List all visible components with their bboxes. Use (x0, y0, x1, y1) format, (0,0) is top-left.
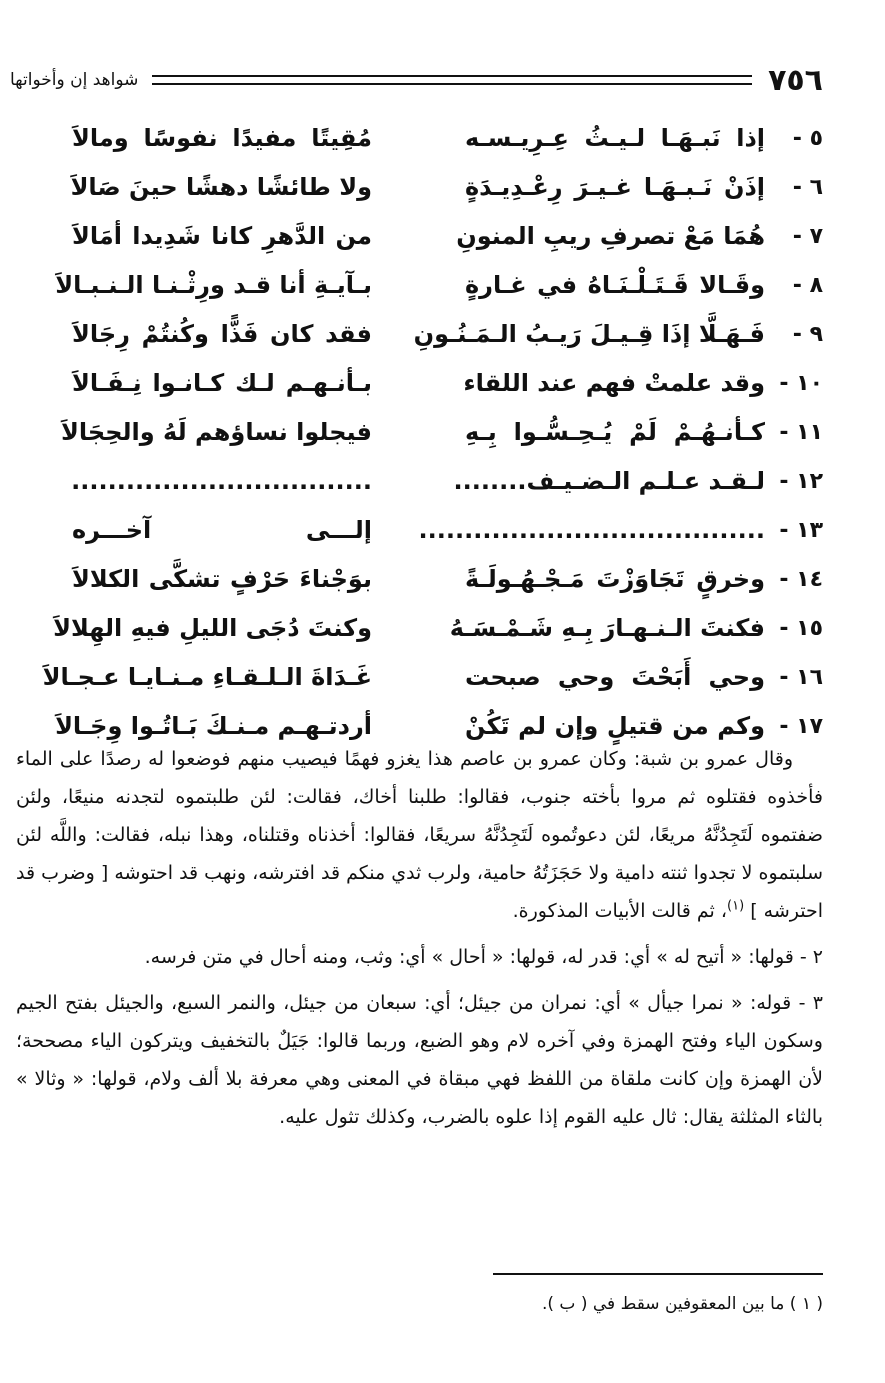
page-header (10, 60, 823, 100)
verse-second-hemistich: فقد كان فَذًّا وكُنتُمْ رِجَالاَ (72, 320, 372, 348)
verse-second-hemistich: فيجلوا نساؤهم لَهُ والحِجَالاَ (61, 418, 372, 446)
header-rule (152, 75, 752, 85)
verse-first-hemistich: لـقـد عـلـم الـضـيـف........ (453, 467, 765, 495)
verse-number: ٨ - (792, 273, 823, 298)
commentary-paragraph (16, 740, 823, 930)
note-paragraph: ٢ - قولها: « أتيح له » أي: قدر له، قولها: « أحال » أي: وثب، ومنه أحال في متن فرسه. (144, 946, 823, 968)
verse-number: ١٧ - (779, 714, 823, 739)
verse-second-hemistich: وكنتَ دُجَى الليلِ فيهِ الهِلالاَ (53, 614, 372, 642)
verse-row (42, 659, 823, 708)
verse-number: ٩ - (792, 322, 823, 347)
verse-second-hemistich: إلـــى آخـــره (72, 516, 372, 544)
verse-second-hemistich: بـآيـةِ أنا قـد ورِثْـنـا الـنـبـالاَ (55, 271, 372, 299)
verse-row (60, 365, 823, 414)
verse-number: ١١ - (779, 420, 823, 445)
paragraph-text-end: ، ثم قالت الأبيات المذكورة. (512, 900, 727, 922)
running-title: شواهد إن وأخواتها (10, 70, 139, 90)
verse-number: ١٥ - (779, 616, 823, 641)
footnote-divider (493, 1273, 823, 1275)
verse-first-hemistich: كـأنـهُـمْ لَمْ يُـحِـسُّـوا بِـهِ (465, 418, 765, 446)
verse-first-hemistich: وخرقٍ تَجَاوَزْتَ مَـجْـهُـولَـةً (465, 565, 765, 593)
footnote-reference: (١) (727, 898, 745, 914)
verse-number: ١٣ - (779, 518, 823, 543)
verse-first-hemistich: إذا نَبـهَـا لـيـثُ عِـرِيـسـه (465, 124, 765, 152)
verse-row (60, 316, 823, 365)
verse-first-hemistich: وقد علمتْ فهم عند اللقاء (463, 369, 765, 397)
verse-first-hemistich: هُمَا مَعْ تصرفِ ريبِ المنونِ (456, 222, 765, 250)
note-paragraph: ٣ - قوله: « نمرا جيأل » أي: نمران من جيئل؛ أي: سبعان من جيئل، والنمر السبع، والجيئل بفتح الجيم وسكون الياء وفتح الهمزة وفي آخره لام وهو الضبع، وربما قالوا: جَيَلٌ بالتخفيف ويتركون الياء مصححة؛ لأن الهمزة وإن كانت ملقاة من اللفظ فهي مبقاة في المعنى وهي معرفة بلا ألف ولام، قولها: « وثالا » بالثاء المثلثة يقال: ثال عليه القوم إذا علوه بالضرب، وكذلك تثول عليه. (16, 992, 823, 1128)
verse-second-hemistich: من الدَّهرِ كانا شَدِيدا أمَالاَ (72, 222, 372, 250)
verse-first-hemistich: إذَنْ نَـبـهَـا غـيـرَ رِعْـدِيـدَةٍ (465, 173, 765, 201)
verse-row (60, 561, 823, 610)
verse-number: ١٠ - (779, 371, 823, 396)
commentary-text (16, 740, 823, 1144)
verse-second-hemistich: غَـدَاةَ الـلـقـاءِ مـنـايـا عـجـالاَ (42, 663, 372, 691)
page-number: ٧٥٦ (768, 62, 823, 98)
verse-row (60, 120, 823, 169)
verse-row (55, 267, 823, 316)
footnote: ( ١ ) ما بين المعقوفين سقط في ( ب ). (541, 1294, 823, 1314)
verse-first-hemistich: فَـهَـلَّا إذَا قِـيـلَ رَيـبُ الـمَـنُـونِ (413, 320, 765, 348)
paragraph-text: وقال عمرو بن شبة: وكان عمرو بن عاصم هذا يغزو فهمًا فيصيب منهم فوضعوا له رصدًا على الماء فأخذوه فقتلوه ثم مروا بأخته جنوب، فقالوا: طلبنا أخاك، فقالت: لئن طلبتموه لتجدنه منيعًا، ولئن ضفتموه لَتَجِدُنَّهُ مريعًا، لئن دعوتُموه لَتَجِدُنَّهُ سريعًا، فقالوا: أخذناه وقتلناه، وهذا نبله، فقالت: واللَّه لئن سلبتموه لا تجدوا ثنته دامية ولا حَجَزَتُهُ حامية، ولرب ثدي منكم قد افترشه، ونهب قد احتوشه [ وضرب قد احترشه ] (16, 748, 823, 922)
verse-second-hemistich: أردتـهـم مـنـكَ بَـاتُـوا وِجَـالاَ (55, 712, 372, 740)
verse-number: ٥ - (792, 126, 823, 151)
verse-first-hemistich: وقَـالا قَـتَـلْـنَـاهُ في غـارةٍ (465, 271, 765, 299)
verse-number: ١٢ - (779, 469, 823, 494)
verse-second-hemistich: ولا طائشًا دهشًا حينَ صَالاَ (70, 173, 372, 201)
verse-row (60, 512, 823, 561)
verse-first-hemistich: فكنتَ الـنـهـارَ بِـهِ شَـمْـسَـهُ (449, 614, 765, 642)
verse-row (60, 218, 823, 267)
verse-second-hemistich: مُقِيتًا مفيدًا نفوسًا ومالاَ (72, 124, 372, 152)
verse-first-hemistich: ...................................... (418, 516, 765, 544)
verse-row (60, 463, 823, 512)
verse-number: ١٦ - (779, 665, 823, 690)
verse-number: ٦ - (792, 175, 823, 200)
verse-first-hemistich: وكم من قتيلٍ وإن لم تَكُنْ (465, 712, 765, 740)
verse-second-hemistich: بوَجْناءَ حَرْفٍ تشكَّى الكلالاَ (72, 565, 372, 593)
poem-verses (42, 120, 823, 757)
verse-number: ١٤ - (779, 567, 823, 592)
verse-row (60, 169, 823, 218)
verse-first-hemistich: وحي أَبَحْتَ وحي صبحت (465, 663, 765, 691)
verse-row (60, 414, 823, 463)
verse-second-hemistich: بـأنـهـم لـك كـانـوا نِـفَـالاَ (72, 369, 372, 397)
verse-row (53, 610, 823, 659)
verse-second-hemistich: ................................. (71, 467, 372, 495)
verse-number: ٧ - (792, 224, 823, 249)
